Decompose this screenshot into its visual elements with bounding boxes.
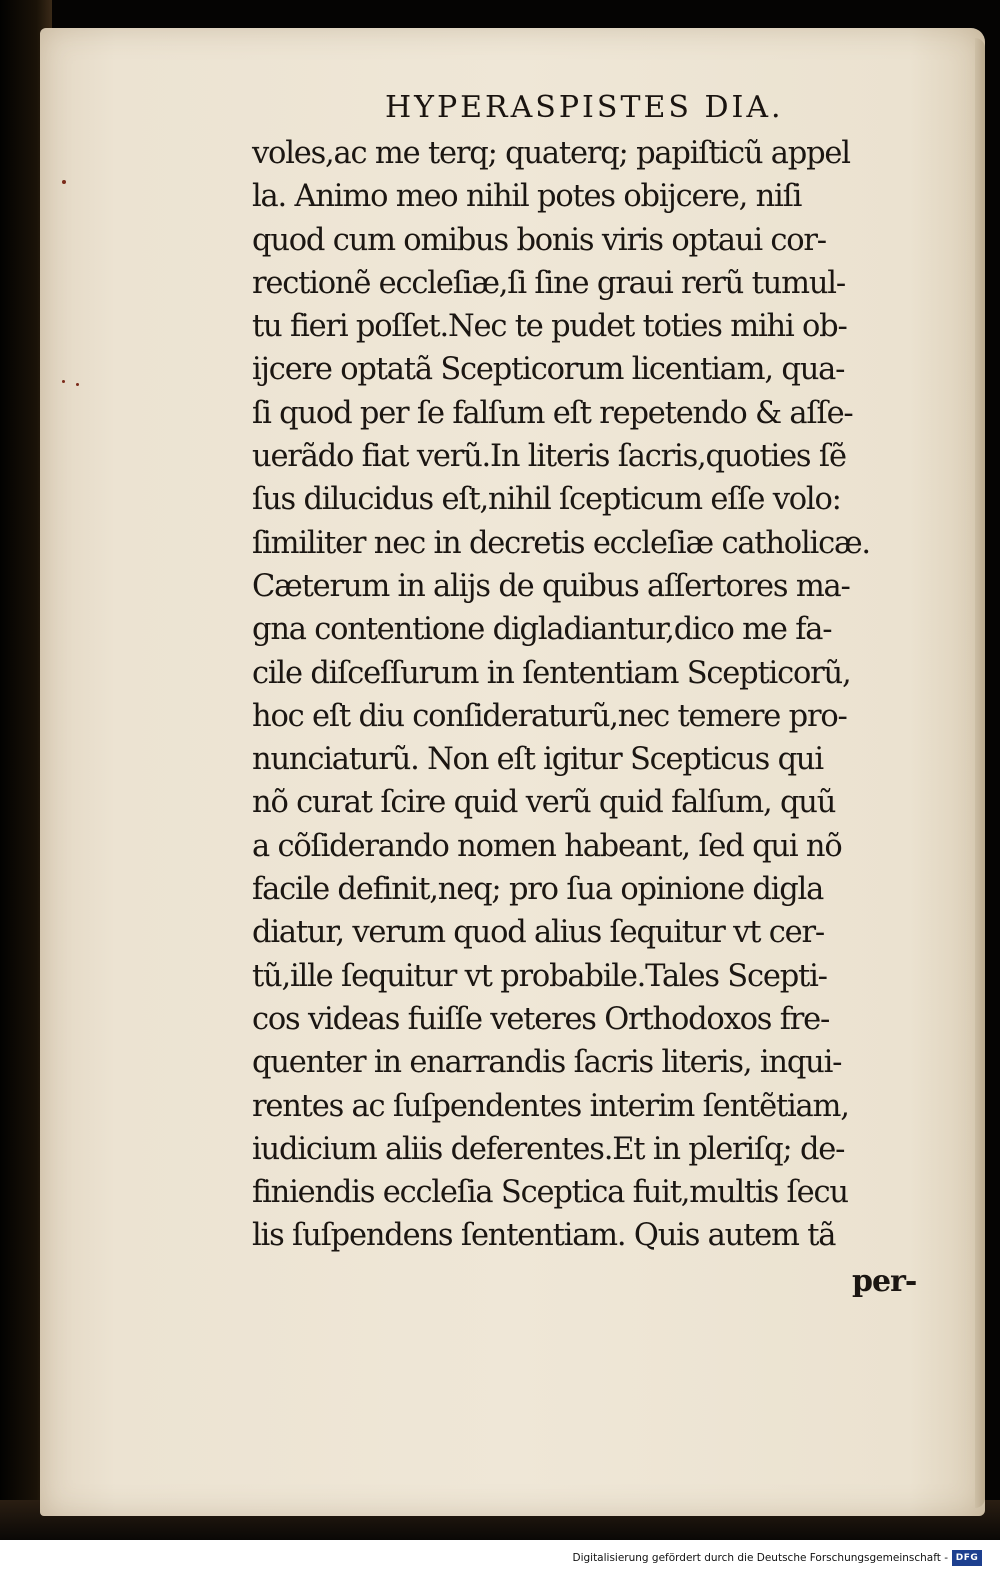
running-head: HYPERASPISTES DIA.	[385, 90, 784, 125]
text-line: tu fieri poſſet.Nec te pudet toties mihi ob-	[252, 309, 847, 345]
text-line: uerãdo fiat verũ.In literis ſacris,quoties ſẽ	[252, 439, 846, 475]
dfg-logo-icon: DFG	[952, 1550, 982, 1566]
text-line: rectionẽ eccleſiæ,ſi ſine graui rerũ tumul-	[252, 265, 845, 301]
catchword: per-	[852, 1264, 917, 1299]
text-line: ſimiliter nec in decretis eccleſiæ catholicæ.	[252, 525, 870, 561]
ink-speck	[76, 383, 79, 386]
text-line: voles,ac me terq; quaterq; papiſticũ appel	[252, 136, 850, 171]
ink-speck	[62, 180, 66, 184]
book-page	[40, 28, 985, 1516]
text-line: la. Animo meo nihil potes obijcere, niſi	[252, 179, 802, 215]
text-line: cile diſceſſurum in ſententiam Scepticorũ,	[252, 655, 851, 691]
digitization-footer	[0, 1540, 1000, 1590]
text-line: ſi quod per ſe falſum eſt repetendo & aſſe-	[252, 395, 853, 431]
ink-speck	[62, 380, 65, 383]
text-line: finiendis eccleſia Sceptica fuit,multis ſecu	[252, 1175, 848, 1211]
text-line: hoc eſt diu conſideraturũ,nec temere pro-	[252, 698, 847, 734]
text-line: quenter in enarrandis ſacris literis, inqui-	[252, 1045, 842, 1081]
text-line: cos videas fuiſſe veteres Orthodoxos fre-	[252, 1001, 830, 1037]
text-line: ſus dilucidus eſt,nihil ſcepticum eſſe volo:	[252, 482, 841, 518]
body-text	[252, 132, 942, 1258]
page-edge	[975, 38, 985, 1508]
funding-credit: Digitalisierung gefördert durch die Deutsche Forschungsgemeinschaft -	[572, 1552, 948, 1564]
text-line: nunciaturũ. Non eſt igitur Scepticus qui	[252, 742, 823, 778]
text-line: ijcere optatã Scepticorum licentiam, qua-	[252, 352, 845, 388]
text-line: rentes ac ſuſpendentes interim ſentẽtiam,	[252, 1088, 849, 1124]
text-line: diatur, verum quod alius ſequitur vt cer-	[252, 915, 824, 951]
text-line: lis ſuſpendens ſententiam. Quis autem tã	[252, 1218, 836, 1254]
text-line: tũ,ille ſequitur vt probabile.Tales Scepti-	[252, 958, 827, 994]
text-line: facile definit,neq; pro ſua opinione digla	[252, 872, 824, 908]
text-line: quod cum omibus bonis viris optaui cor-	[252, 222, 826, 258]
text-line: a cõſiderando nomen habeant, ſed qui nõ	[252, 828, 842, 864]
text-line: gna contentione digladiantur,dico me fa-	[252, 612, 832, 648]
text-line: Cæterum in alijs de quibus aſſertores ma-	[252, 568, 850, 604]
text-line: iudicium aliis deferentes.Et in pleriſq; de-	[252, 1131, 845, 1167]
text-line: nõ curat ſcire quid verũ quid falſum, quũ	[252, 785, 836, 821]
